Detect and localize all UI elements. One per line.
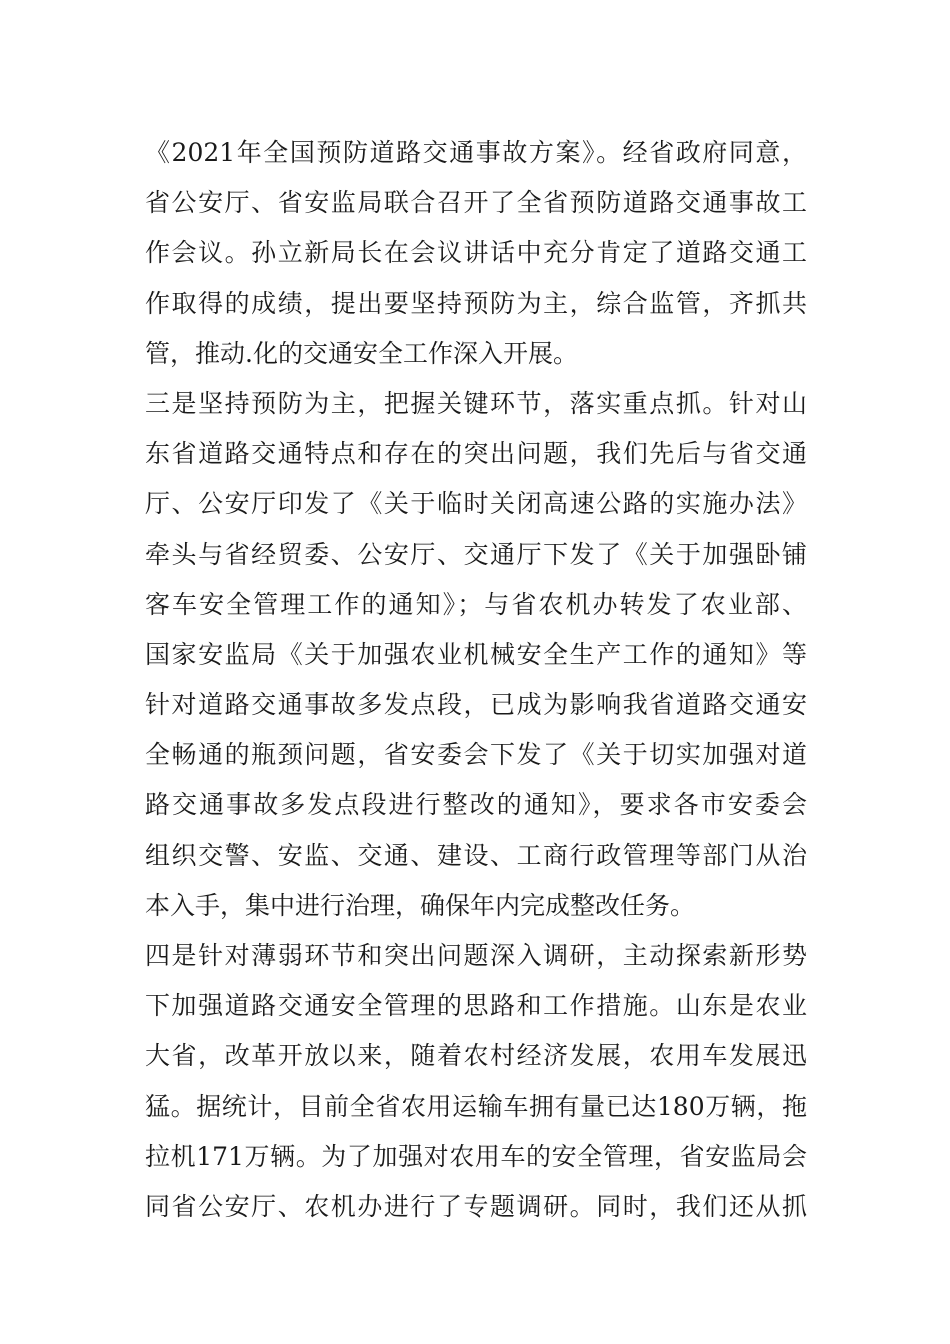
text-line: 三是坚持预防为主，把握关键环节，落实重点抓。针对山 (145, 388, 807, 418)
text-line: 路交通事故多发点段进行整改的通知》，要求各市安委会 (145, 790, 807, 820)
text-line: 拉机171万辆。为了加强对农用车的安全管理，省安监局会 (145, 1141, 807, 1171)
text-line: 国家安监局《关于加强农业机械安全生产工作的通知》等 (145, 639, 807, 669)
text-line: 省公安厅、省安监局联合召开了全省预防道路交通事故工 (145, 188, 807, 218)
text-line: 大省，改革开放以来，随着农村经济发展，农用车发展迅 (145, 1041, 807, 1071)
text-line: 作会议。孙立新局长在会议讲话中充分肯定了道路交通工 (145, 238, 807, 268)
text-line: 管，推动.化的交通安全工作深入开展。 (145, 338, 578, 368)
text-line: 四是针对薄弱环节和突出问题深入调研，主动探索新形势 (145, 941, 807, 970)
body-text (145, 128, 807, 1232)
text-line: 针对道路交通事故多发点段，已成为影响我省道路交通安 (145, 690, 807, 720)
text-line: 牵头与省经贸委、公安厅、交通厅下发了《关于加强卧铺 (145, 539, 807, 569)
text-line: 作取得的成绩，提出要坚持预防为主，综合监管，齐抓共 (145, 288, 807, 318)
text-line: 全畅通的瓶颈问题，省安委会下发了《关于切实加强对道 (145, 740, 807, 770)
text-line: 《2021年全国预防道路交通事故方案》。经省政府同意， (145, 138, 807, 167)
text-line: 下加强道路交通安全管理的思路和工作措施。山东是农业 (145, 991, 807, 1021)
text-line: 本入手，集中进行治理，确保年内完成整改任务。 (145, 890, 696, 920)
text-line: 东省道路交通特点和存在的突出问题，我们先后与省交通 (145, 439, 807, 469)
text-line: 厅、公安厅印发了《关于临时关闭高速公路的实施办法》 (145, 489, 807, 519)
text-line: 客车安全管理工作的通知》；与省农机办转发了农业部、 (145, 589, 807, 619)
text-line: 同省公安厅、农机办进行了专题调研。同时，我们还从抓 (145, 1191, 807, 1221)
text-line: 组织交警、安监、交通、建设、工商行政管理等部门从治 (145, 840, 807, 870)
text-line: 猛。据统计，目前全省农用运输车拥有量已达180万辆，拖 (145, 1091, 807, 1121)
